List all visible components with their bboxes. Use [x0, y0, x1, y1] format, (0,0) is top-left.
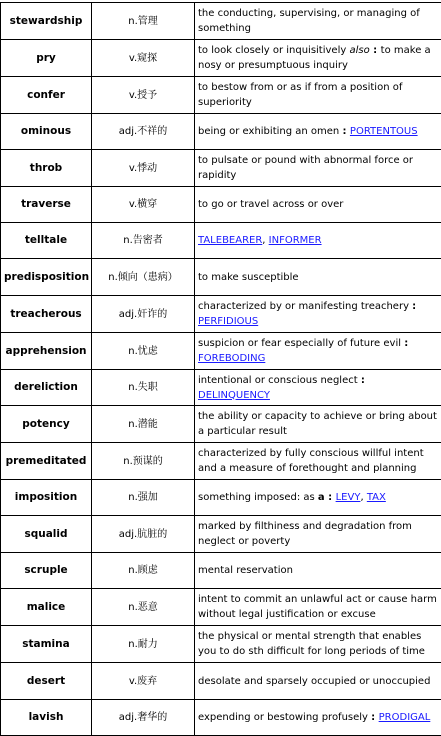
vocab-definition	[195, 443, 441, 480]
vocab-word: stewardship	[1, 3, 92, 40]
vocab-row	[1, 406, 441, 443]
vocab-word: telltale	[1, 223, 92, 259]
definition-text: to make susceptible	[198, 272, 299, 283]
vocab-part-of-speech-translation: v.横穿	[92, 187, 195, 223]
synonym-link[interactable]: PORTENTOUS	[350, 126, 418, 137]
vocab-part-of-speech-translation: n.恶意	[92, 589, 195, 626]
vocab-row	[1, 626, 441, 663]
vocab-word: apprehension	[1, 333, 92, 370]
vocab-word: ominous	[1, 114, 92, 150]
synonym-link[interactable]: LEVY	[336, 492, 361, 503]
vocab-definition	[195, 296, 441, 333]
vocab-definition	[195, 333, 441, 370]
vocab-part-of-speech-translation: v.悸动	[92, 150, 195, 187]
vocab-row	[1, 333, 441, 370]
synonym-link[interactable]: PRODIGAL	[379, 712, 431, 723]
definition-text: desolate and sparsely occupied or unoccupied	[198, 676, 430, 687]
vocab-definition	[195, 406, 441, 443]
definition-text: to look closely or inquisitively	[198, 45, 349, 56]
definition-text: being or exhibiting an omen	[198, 126, 342, 137]
definition-text: intent to commit an unlawful act or cause harm without legal justification or excuse	[198, 594, 437, 620]
definition-text: to go or travel across or over	[198, 199, 343, 210]
definition-text: the physical or mental strength that enables you to do sth difficult for long periods of time	[198, 631, 425, 657]
vocab-row	[1, 370, 441, 406]
vocab-row	[1, 114, 441, 150]
synonym-link[interactable]: PERFIDIOUS	[198, 316, 258, 327]
definition-marker: :	[412, 301, 416, 312]
vocab-part-of-speech-translation: n.倾向（患病）	[92, 259, 195, 296]
vocab-part-of-speech-translation: n.告密者	[92, 223, 195, 259]
definition-marker: :	[361, 375, 365, 386]
definition-marker: :	[370, 45, 381, 56]
vocab-part-of-speech-translation: v.窥探	[92, 40, 195, 77]
vocab-part-of-speech-translation: adj.奢华的	[92, 700, 195, 736]
definition-text: the ability or capacity to achieve or bring about a particular result	[198, 411, 437, 437]
vocab-row	[1, 553, 441, 589]
vocab-row	[1, 480, 441, 516]
synonym-link[interactable]: TAX	[367, 492, 386, 503]
vocab-word: scruple	[1, 553, 92, 589]
vocab-word: stamina	[1, 626, 92, 663]
definition-text: mental reservation	[198, 565, 293, 576]
vocab-word: lavish	[1, 700, 92, 736]
vocab-word: imposition	[1, 480, 92, 516]
vocab-row	[1, 187, 441, 223]
vocab-part-of-speech-translation: n.潜能	[92, 406, 195, 443]
vocab-part-of-speech-translation: n.预谋的	[92, 443, 195, 480]
vocab-part-of-speech-translation: adj.不祥的	[92, 114, 195, 150]
vocab-word: confer	[1, 77, 92, 114]
vocab-definition	[195, 259, 441, 296]
vocab-part-of-speech-translation: n.耐力	[92, 626, 195, 663]
vocab-part-of-speech-translation: v.废弃	[92, 663, 195, 700]
vocab-word: pry	[1, 40, 92, 77]
vocab-row	[1, 296, 441, 333]
definition-marker: :	[342, 126, 349, 137]
vocab-part-of-speech-translation: n.失职	[92, 370, 195, 406]
definition-marker: a	[318, 492, 325, 503]
vocab-definition	[195, 40, 441, 77]
vocab-row	[1, 77, 441, 114]
vocab-part-of-speech-translation: n.强加	[92, 480, 195, 516]
vocab-definition	[195, 553, 441, 589]
vocab-definition	[195, 626, 441, 663]
synonym-link[interactable]: FOREBODING	[198, 353, 265, 364]
vocab-definition	[195, 516, 441, 553]
vocab-row	[1, 443, 441, 480]
vocab-definition	[195, 223, 441, 259]
definition-text: also	[349, 45, 369, 56]
vocab-part-of-speech-translation: v.授予	[92, 77, 195, 114]
synonym-link[interactable]: TALEBEARER	[198, 235, 262, 246]
vocab-word: throb	[1, 150, 92, 187]
definition-text: to bestow from or as if from a position of superiority	[198, 82, 402, 108]
vocab-part-of-speech-translation: n.管理	[92, 3, 195, 40]
definition-text: suspicion or fear especially of future evil	[198, 338, 404, 349]
vocab-row	[1, 516, 441, 553]
vocab-row	[1, 150, 441, 187]
vocabulary-table-body	[1, 3, 441, 736]
definition-text: ,	[262, 235, 268, 246]
definition-text: the conducting, supervising, or managing of something	[198, 8, 420, 34]
vocab-definition	[195, 370, 441, 406]
synonym-link[interactable]: INFORMER	[269, 235, 322, 246]
vocab-definition	[195, 589, 441, 626]
vocab-word: dereliction	[1, 370, 92, 406]
definition-text: marked by filthiness and degradation from neglect or poverty	[198, 521, 412, 547]
vocab-definition	[195, 114, 441, 150]
vocab-row	[1, 223, 441, 259]
vocab-definition	[195, 150, 441, 187]
vocab-word: predisposition	[1, 259, 92, 296]
synonym-link[interactable]: DELINQUENCY	[198, 390, 270, 401]
vocab-row	[1, 589, 441, 626]
vocab-row	[1, 259, 441, 296]
vocab-definition	[195, 187, 441, 223]
definition-marker: :	[404, 338, 408, 349]
vocab-word: malice	[1, 589, 92, 626]
definition-text: characterized by fully conscious willful intent and a measure of forethought and planning	[198, 448, 424, 474]
definition-marker: :	[325, 492, 336, 503]
definition-text: to make a nosy or presumptuous inquiry	[198, 45, 431, 71]
definition-text: ,	[360, 492, 366, 503]
vocab-word: treacherous	[1, 296, 92, 333]
vocab-word: squalid	[1, 516, 92, 553]
vocab-row	[1, 700, 441, 736]
definition-text: to pulsate or pound with abnormal force or rapidity	[198, 155, 413, 181]
vocab-definition	[195, 480, 441, 516]
vocab-definition	[195, 663, 441, 700]
definition-text: intentional or conscious neglect	[198, 375, 361, 386]
definition-text: characterized by or manifesting treachery	[198, 301, 412, 312]
definition-text: expending or bestowing profusely	[198, 712, 371, 723]
vocab-definition	[195, 3, 441, 40]
vocab-part-of-speech-translation: n.忧虑	[92, 333, 195, 370]
vocab-row	[1, 3, 441, 40]
vocab-word: premeditated	[1, 443, 92, 480]
definition-marker: :	[371, 712, 378, 723]
vocab-word: desert	[1, 663, 92, 700]
vocab-row	[1, 663, 441, 700]
vocab-word: potency	[1, 406, 92, 443]
vocab-part-of-speech-translation: n.顾虑	[92, 553, 195, 589]
vocab-row	[1, 40, 441, 77]
vocab-part-of-speech-translation: adj.奸诈的	[92, 296, 195, 333]
definition-text: something imposed: as	[198, 492, 318, 503]
vocab-definition	[195, 77, 441, 114]
vocab-part-of-speech-translation: adj.肮脏的	[92, 516, 195, 553]
vocabulary-table	[0, 2, 441, 736]
vocab-definition	[195, 700, 441, 736]
vocab-word: traverse	[1, 187, 92, 223]
